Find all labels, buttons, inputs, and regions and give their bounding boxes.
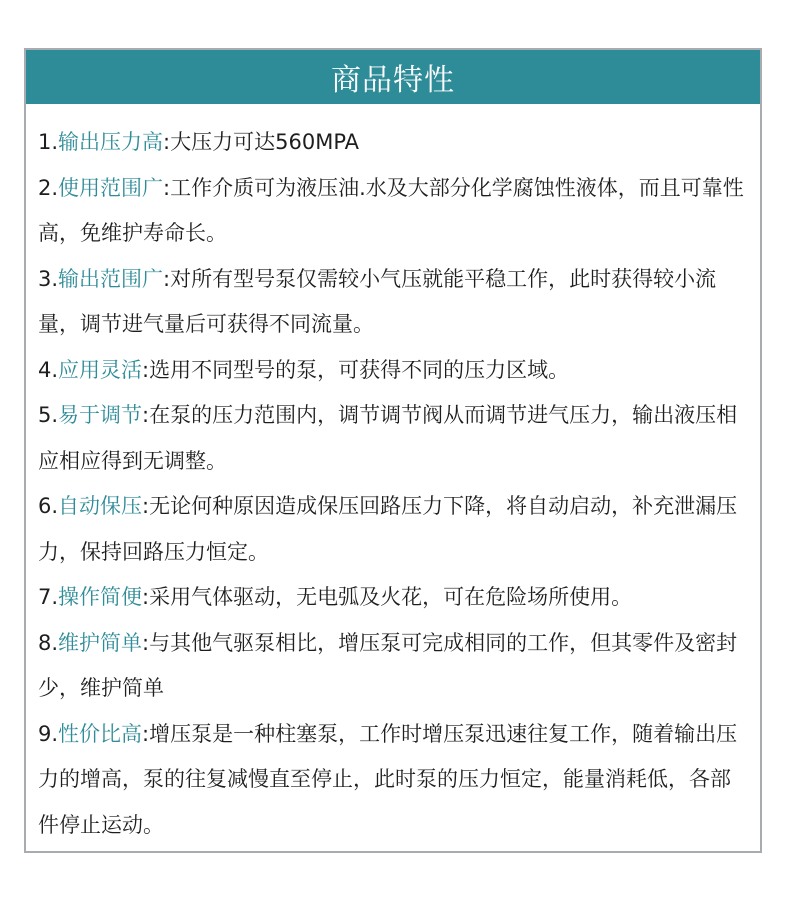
feature-number: 8.: [38, 630, 59, 655]
feature-title: 输出压力高: [58, 130, 164, 154]
feature-item-2: 2.使用范围广:工作介质可为液压油.水及大部分化学腐蚀性液体，而且可靠性高，免维护寿命长。: [38, 175, 744, 245]
feature-number: 4.: [38, 357, 59, 382]
feature-title: 自动保压: [58, 494, 143, 518]
feature-number: 9.: [38, 721, 59, 746]
feature-number: 3.: [38, 266, 59, 291]
feature-title: 性价比高: [58, 721, 143, 746]
feature-text: 大压力可达560MPA: [170, 130, 360, 154]
feature-text: 无论何种原因造成保压回路压力下降，将自动启动，补充泄漏压力，保持回路压力恒定。: [38, 494, 738, 564]
feature-title: 输出范围广: [58, 266, 164, 291]
product-features-card: [24, 48, 762, 853]
feature-title: 维护简单: [58, 630, 143, 655]
feature-list: [26, 104, 760, 848]
feature-number: 1.: [38, 130, 59, 154]
feature-item-6: 6.自动保压:无论何种原因造成保压回路压力下降，将自动启动，补充泄漏压力，保持回路压力恒定。: [38, 494, 738, 564]
feature-title: 应用灵活: [58, 357, 143, 382]
feature-text: 增压泵是一种柱塞泵，工作时增压泵迅速往复工作，随着输出压力的增高，泵的往复减慢直至停止，此时泵的压力恒定，能量消耗低，各部件停止运动。: [38, 721, 738, 837]
feature-item-7: 7.操作简便:采用气体驱动，无电弧及火花，可在危险场所使用。: [38, 585, 633, 609]
feature-text: 在泵的压力范围内，调节调节阀从而调节进气压力，输出液压相应相应得到无调整。: [38, 403, 738, 473]
feature-item-5: 5.易于调节:在泵的压力范围内，调节调节阀从而调节进气压力，输出液压相应相应得到无调整。: [38, 403, 738, 473]
feature-title: 使用范围广: [58, 175, 164, 200]
feature-text: 采用气体驱动，无电弧及火花，可在危险场所使用。: [149, 585, 633, 609]
page-title: 商品特性: [331, 63, 455, 98]
feature-number: 5.: [38, 403, 59, 427]
feature-text: 工作介质可为液压油.水及大部分化学腐蚀性液体，而且可靠性高，免维护寿命长。: [38, 175, 744, 245]
feature-item-3: 3.输出范围广:对所有型号泵仅需较小气压就能平稳工作，此时获得较小流量，调节进气量后可获得不同流量。: [38, 266, 717, 336]
feature-number: 7.: [38, 585, 59, 609]
feature-text: 对所有型号泵仅需较小气压就能平稳工作，此时获得较小流量，调节进气量后可获得不同流量。: [38, 266, 717, 336]
feature-item-9: 9.性价比高:增压泵是一种柱塞泵，工作时增压泵迅速往复工作，随着输出压力的增高，泵的往复减慢直至停止，此时泵的压力恒定，能量消耗低，各部件停止运动。: [38, 721, 738, 837]
feature-number: 2.: [38, 175, 59, 200]
feature-text: 与其他气驱泵相比，增压泵可完成相同的工作，但其零件及密封少，维护简单: [38, 630, 738, 700]
feature-title: 易于调节: [58, 403, 143, 427]
feature-number: 6.: [38, 494, 59, 518]
feature-item-4: 4.应用灵活:选用不同型号的泵，可获得不同的压力区域。: [38, 357, 570, 382]
feature-item-1: 1.输出压力高:大压力可达560MPA: [38, 130, 360, 154]
feature-title: 操作简便: [58, 585, 143, 609]
header-bar: [26, 50, 760, 104]
feature-item-8: 8.维护简单:与其他气驱泵相比，增压泵可完成相同的工作，但其零件及密封少，维护简单: [38, 630, 738, 700]
feature-text: 选用不同型号的泵，可获得不同的压力区域。: [149, 357, 570, 382]
